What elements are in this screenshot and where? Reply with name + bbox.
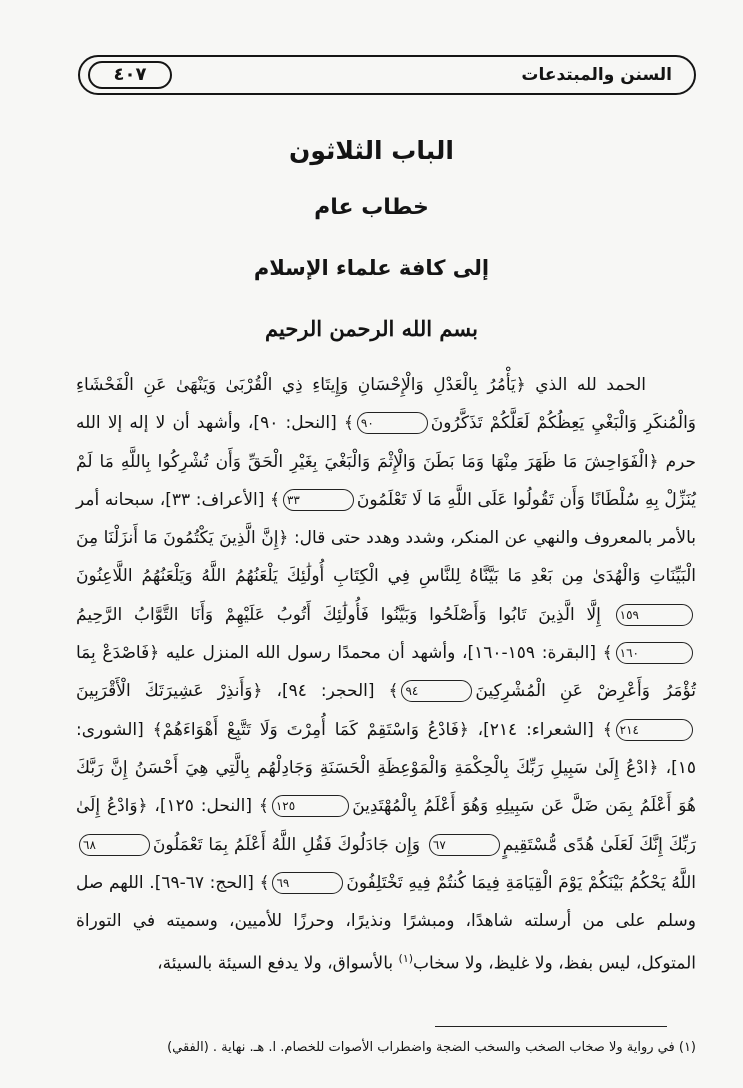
quran-quote: ﴿ادْعُ إِلَىٰ سَبِيلِ رَبِّكَ بِالْحِكْمَةِ وَالْمَوْعِظَةِ الْحَسَنَةِ وَجَادِلْهُم بِالَّتِي هِيَ أَحْسَنُ إِنَّ رَبَّكَ هُوَ أَعْلَمُ بِمَن ضَلَّ عَن سَبِيلِهِ وَهُوَ أَعْلَمُ بِالْمُهْتَدِينَ — [76, 757, 696, 817]
ayah-number-marker: ٦٧ — [429, 834, 500, 856]
chapter-title: الباب الثلاثون — [289, 136, 454, 165]
ayah-number-marker: ١٢٥ — [272, 795, 349, 817]
body-run: ﴾ [البقرة: ١٥٩-١٦٠]، وأشهد أن محمدًا رسول الله المنزل عليه — [159, 643, 613, 664]
quran-quote: ﴿يَأْمُرُ بِالْعَدْلِ وَالْإِحْسَانِ وَإِيتَاءِ ذِي الْقُرْبَىٰ وَيَنْهَىٰ عَنِ الْفَحْشَاءِ وَالْمُنكَرِ وَالْبَغْيِ يَعِظُكُمْ لَعَلَّكُمْ تَذَكَّرُونَ — [76, 375, 697, 434]
footnote: (١) في رواية ولا صخاب الصخب والسخب الضجة واضطراب الأصوات للخصام. ا. هـ. نهاية . (الفقي) — [167, 1040, 696, 1055]
body-run: ﴾ [الشورى: ١٥]، — [76, 719, 696, 778]
running-header — [78, 55, 696, 95]
body-run: ﴾ [الشعراء: ٢١٤]، — [468, 719, 613, 740]
quran-quote: ﴿فَاصْدَعْ بِمَا تُؤْمَرُ وَأَعْرِضْ عَنِ الْمُشْرِكِينَ — [76, 643, 697, 702]
running-header-title: السنن والمبتدعات — [521, 65, 672, 85]
ayah-number-marker: ٦٩ — [272, 872, 343, 894]
body-run: الحمد لله الذي — [525, 375, 646, 395]
paragraph — [76, 366, 696, 983]
quran-quote: وَإِن جَادَلُوكَ فَقُلِ اللَّهُ أَعْلَمُ بِمَا تَعْمَلُونَ — [152, 834, 426, 855]
ayah-number-marker: ٣٣ — [283, 489, 354, 511]
quran-quote: ﴿وَادْعُ إِلَىٰ رَبِّكَ إِنَّكَ لَعَلَىٰ هُدًى مُّسْتَقِيمٍ — [76, 796, 696, 855]
footnote-divider — [435, 1026, 667, 1027]
quran-quote: إِلَّا الَّذِينَ تَابُوا وَأَصْلَحُوا وَبَيَّنُوا فَأُولَٰئِكَ أَتُوبُ عَلَيْهِمْ وَأَنَا التَّوَّابُ الرَّحِيمُ — [76, 604, 613, 625]
body-run: ﴾ [النحل: ٩٠]، وأشهد أن لا إله إلا الله حرم — [76, 413, 696, 472]
quran-quote: اللَّهُ يَحْكُمُ بَيْنَكُمْ يَوْمَ الْقِيَامَةِ فِيمَا كُنتُمْ فِيهِ تَخْتَلِفُونَ — [346, 872, 696, 893]
section-subtitle: خطاب عام — [314, 195, 429, 220]
body-text — [76, 366, 696, 983]
ayah-number-marker: ٦٨ — [79, 834, 150, 856]
ayah-number-marker: ١٦٠ — [616, 642, 693, 664]
body-run: ﴾ [الحج: ٦٧-٦٩]. اللهم صل وسلم على من أرسلته شاهدًا، ومبشرًا ونذيرًا، وحرزًا للأميين، وسميته في التوراة المتوكل، ليس بفظ، ولا غليظ، ولا سخاب — [76, 872, 696, 975]
body-run: ﴾ [النحل: ١٢٥]، — [147, 796, 269, 817]
ayah-number-marker: ١٥٩ — [616, 604, 693, 626]
quran-quote: ﴿إِنَّ الَّذِينَ يَكْتُمُونَ مَا أَنزَلْنَا مِنَ الْبَيِّنَاتِ وَالْهُدَىٰ مِن بَعْدِ مَا بَيَّنَّاهُ لِلنَّاسِ فِي الْكِتَابِ أُولَٰئِكَ يَلْعَنُهُمُ اللَّهُ وَيَلْعَنُهُمُ اللَّاعِنُونَ — [76, 528, 696, 587]
quran-quote: ﴿وَأَنذِرْ عَشِيرَتَكَ الْأَقْرَبِينَ — [76, 681, 263, 702]
body-run: ﴾ [الأعراف: ٣٣]، سبحانه أمر بالأمر بالمعروف والنهي عن المنكر، وشدد وهدد حتى قال: — [76, 489, 696, 549]
page-number: ٤٠٧ — [88, 61, 172, 89]
addressee-line: إلى كافة علماء الإسلام — [253, 256, 490, 280]
ayah-number-marker: ٩٤ — [401, 680, 472, 702]
quran-quote: ﴿فَادْعُ وَاسْتَقِمْ كَمَا أُمِرْتَ وَلَا تَتَّبِعْ أَهْوَاءَهُمْ — [162, 719, 469, 740]
footnote-marker: (١) — [398, 952, 414, 966]
body-run: بالأسواق، ولا يدفع السيئة بالسيئة، — [157, 954, 399, 975]
quran-quote: ﴿الْفَوَاحِشَ مَا ظَهَرَ مِنْهَا وَمَا بَطَنَ وَالْإِثْمَ وَالْبَغْيَ بِغَيْرِ الْحَقِّ وَأَن تُشْرِكُوا بِاللَّهِ مَا لَمْ يُنَزِّلْ بِهِ سُلْطَانًا وَأَن تَقُولُوا عَلَى اللَّهِ مَا لَا تَعْلَمُونَ — [76, 451, 697, 510]
ayah-number-marker: ٩٠ — [357, 412, 428, 434]
ayah-number-marker: ٢١٤ — [616, 719, 693, 741]
body-run: ﴾ [الحجر: ٩٤]، — [262, 681, 399, 702]
basmala: بسم الله الرحمن الرحيم — [265, 316, 478, 341]
